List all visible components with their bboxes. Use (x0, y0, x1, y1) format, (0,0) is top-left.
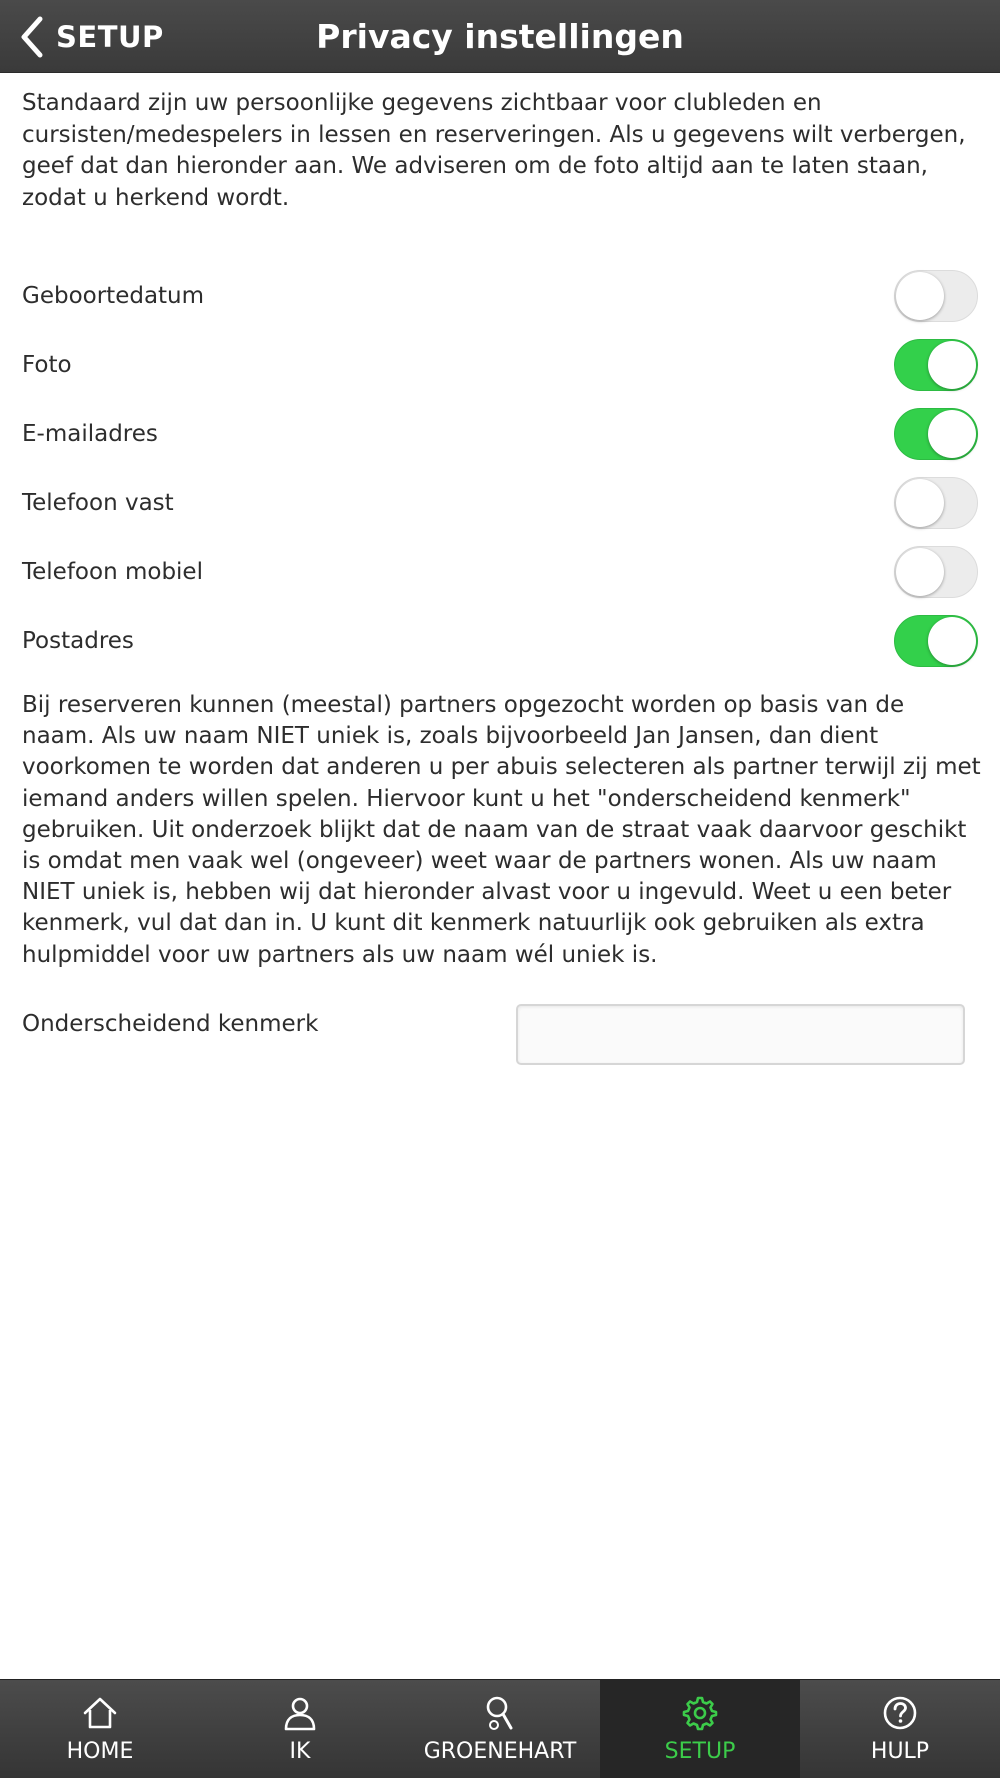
toggle-knob (896, 548, 944, 596)
setting-row-postadres (0, 608, 1000, 676)
nav-item-hulp[interactable] (800, 1680, 1000, 1778)
toggle-e-mailadres[interactable] (894, 408, 978, 460)
nav-item-setup[interactable] (600, 1680, 800, 1778)
help-icon (881, 1694, 919, 1732)
explanation-text: Bij reserveren kunnen (meestal) partners opgezocht worden op basis van de naam. Als uw naam NIET uniek is, zoals bijvoorbeeld Jan Jansen, dan dient voorkomen te worden dat anderen u per abuis selecteren als partner terwijl zij met iemand anders willen spelen. Hiervoor kunt u het "onderscheidend kenmerk" gebruiken. Uit onderzoek blijkt dat de naam van de straat vaak daarvoor geschikt is omdat men vaak wel (ongeveer) weet waar de partners wonen. Als uw naam NIET uniek is, hebben wij dat hieronder alvast voor u ingevuld. Weet u een beter kenmerk, vul dat dan in. U kunt dit kenmerk natuurlijk ook gebruiken als extra hulpmiddel voor uw partners als uw naam wél uniek is. (22, 692, 981, 968)
user-icon (281, 1694, 319, 1732)
toggle-knob (896, 272, 944, 320)
setting-label: E-mailadres (22, 421, 158, 447)
nav-label: SETUP (664, 1739, 736, 1764)
setting-row-geboortedatum (0, 263, 1000, 331)
toggle-telefoon-vast[interactable] (894, 477, 978, 529)
home-icon (81, 1694, 119, 1732)
nav-item-groenehart[interactable] (400, 1680, 600, 1778)
nav-item-home[interactable] (0, 1680, 200, 1778)
nav-label: IK (289, 1739, 311, 1764)
nav-item-ik[interactable] (200, 1680, 400, 1778)
setting-row-telefoon-mobiel (0, 539, 1000, 607)
toggle-knob (928, 410, 976, 458)
nav-label: HULP (870, 1739, 930, 1764)
nav-label: HOME (66, 1739, 134, 1764)
gear-icon (681, 1694, 719, 1732)
setting-label: Telefoon mobiel (22, 559, 203, 585)
intro-text: Standaard zijn uw persoonlijke gegevens zichtbaar voor clubleden en cursisten/medespelers in lessen en reserveringen. Als u gegevens wilt verbergen, geef dat dan hieronder aan. We adviseren om de foto altijd aan te laten staan, zodat u herkend wordt. (22, 90, 966, 211)
bottom-nav (0, 1679, 1000, 1778)
top-bar (0, 0, 1000, 73)
setting-label: Foto (22, 352, 72, 378)
toggle-telefoon-mobiel[interactable] (894, 546, 978, 598)
toggle-postadres[interactable] (894, 615, 978, 667)
setting-label: Geboortedatum (22, 283, 205, 309)
distinguishing-feature-label: Onderscheidend kenmerk (22, 1011, 319, 1037)
setting-row-telefoon-vast (0, 470, 1000, 538)
toggle-foto[interactable] (894, 339, 978, 391)
toggle-geboortedatum[interactable] (894, 270, 978, 322)
toggle-knob (928, 617, 976, 665)
back-button-label: SETUP (56, 20, 164, 54)
page-title: Privacy instellingen (316, 17, 684, 56)
toggle-knob (928, 341, 976, 389)
toggle-knob (896, 479, 944, 527)
distinguishing-feature-input[interactable] (516, 1004, 965, 1065)
setting-label: Telefoon vast (22, 490, 174, 516)
setting-row-e-mailadres (0, 401, 1000, 469)
setting-row-foto (0, 332, 1000, 400)
nav-label: GROENEHART (423, 1739, 577, 1764)
setting-label: Postadres (22, 628, 134, 654)
club-search-icon (481, 1694, 519, 1732)
